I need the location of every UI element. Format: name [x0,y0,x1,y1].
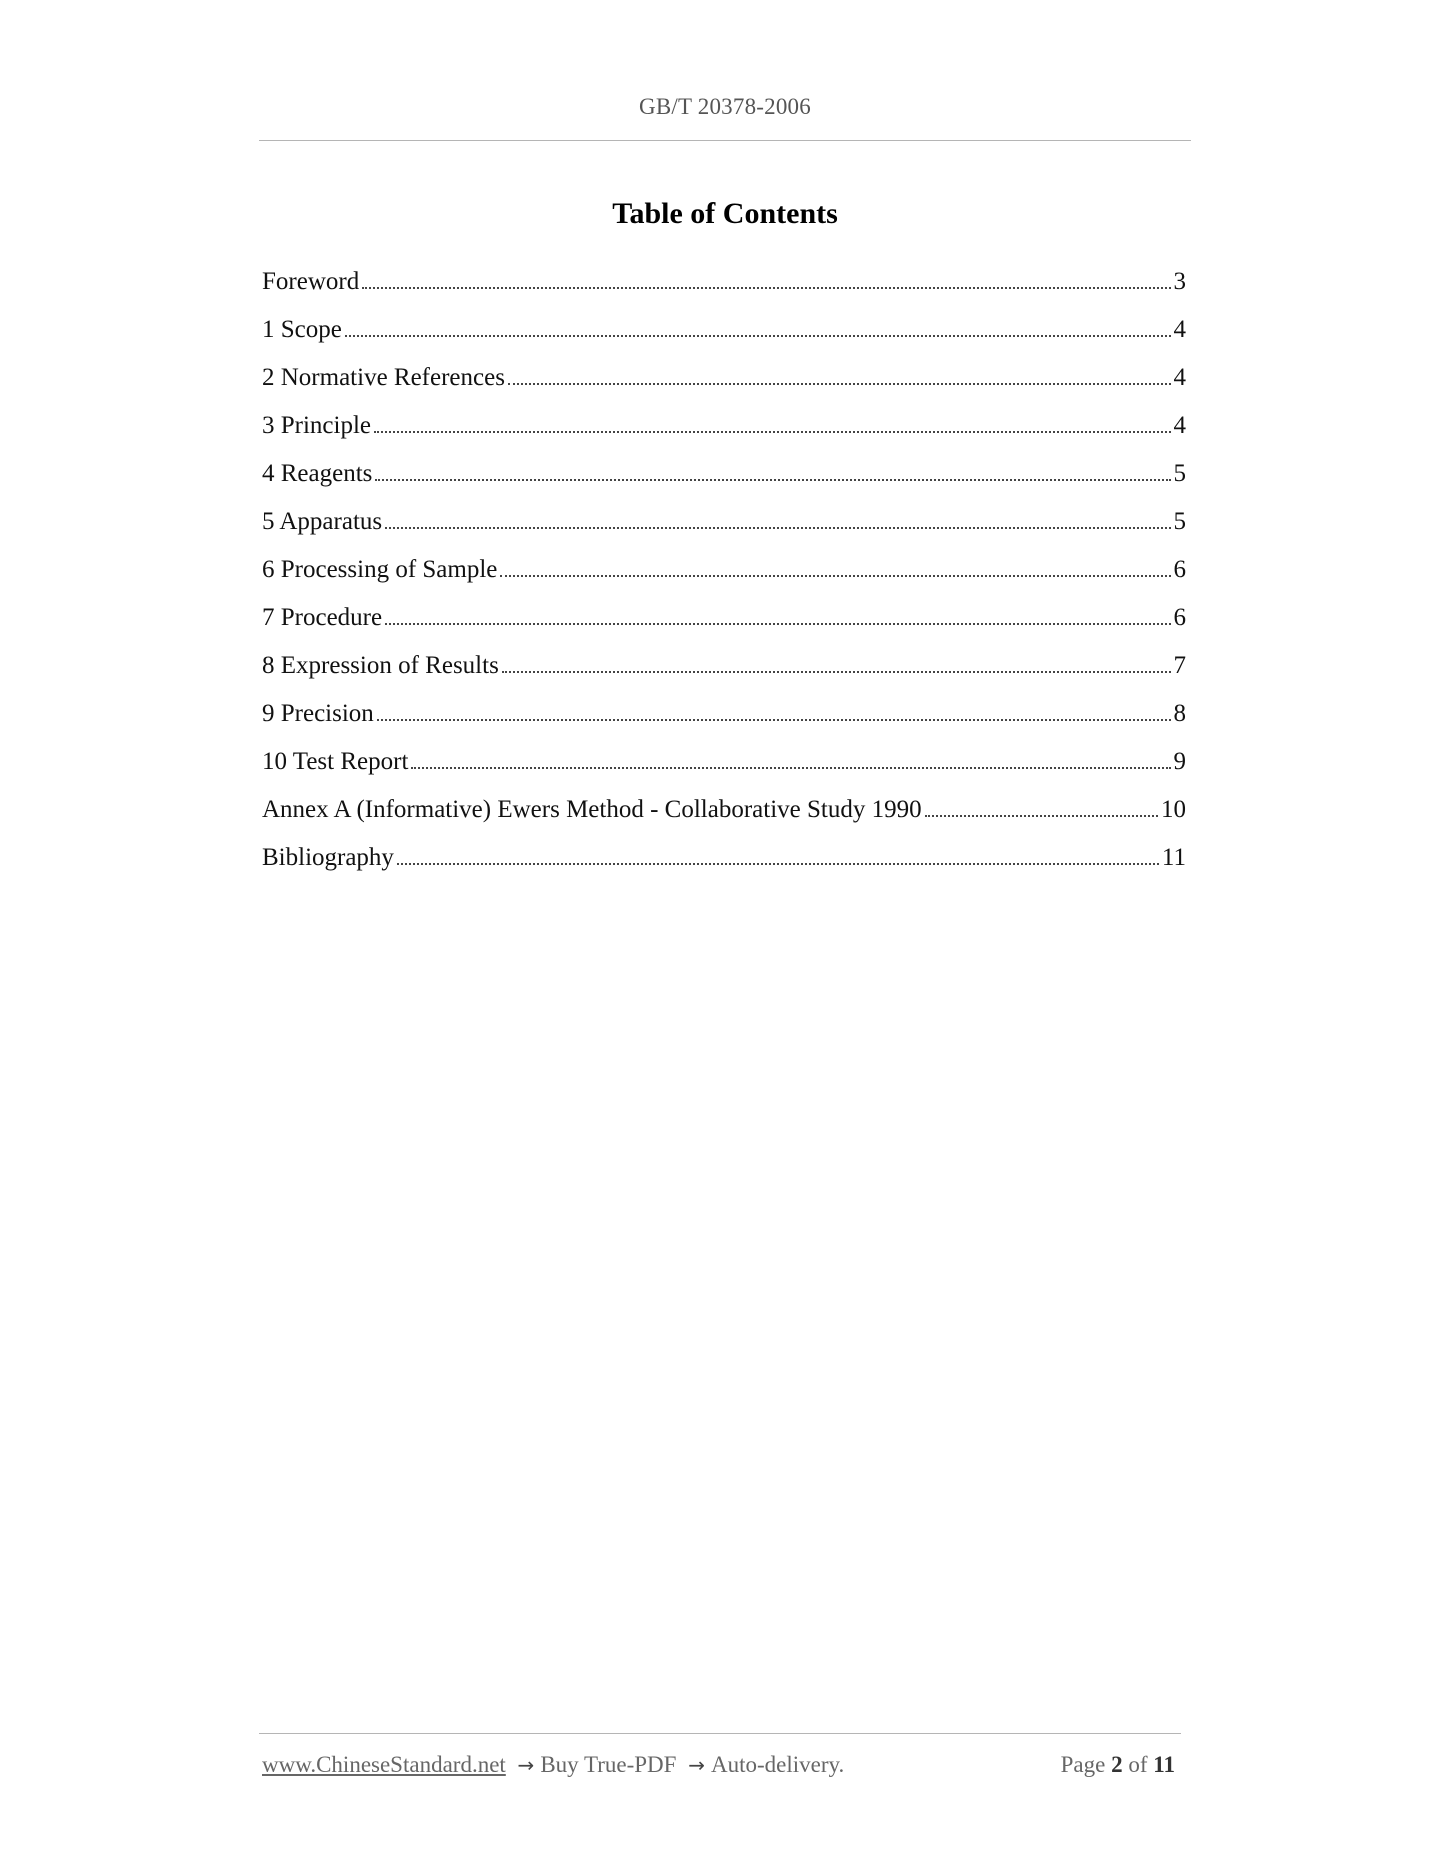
toc-entry-label: 5 Apparatus [262,508,383,535]
toc-entry-label: 10 Test Report [262,748,409,775]
toc-entry-procedure[interactable] [262,601,1186,649]
right-arrow-icon: → [517,1753,535,1777]
toc-dot-leader [385,623,1170,625]
toc-dot-leader [397,863,1159,865]
toc-entry-page: 4 [1173,364,1186,391]
page-label: Page [1060,1752,1106,1777]
document-header: GB/T 20378-2006 [639,94,811,119]
toc-entry-label: 8 Expression of Results [262,652,499,679]
toc-dot-leader [411,767,1170,769]
toc-entry-page: 4 [1173,316,1186,343]
toc-entry-label: Annex A (Informative) Ewers Method - Collaborative Study 1990 [262,796,922,823]
toc-entry-page: 10 [1161,796,1186,823]
toc-entry-page: 11 [1161,844,1186,871]
header-divider [259,140,1191,141]
toc-entry-label: Bibliography [262,844,394,871]
toc-entry-principle[interactable] [262,409,1186,457]
buy-true-pdf-text: Buy True-PDF [540,1752,677,1777]
toc-entry-test-report[interactable] [262,745,1186,793]
toc-entry-annex-a[interactable] [262,793,1186,841]
toc-entry-page: 6 [1173,604,1186,631]
toc-entry-label: 4 Reagents [262,460,373,487]
toc-entry-label: 3 Principle [262,412,372,439]
toc-entry-bibliography[interactable] [262,841,1186,889]
toc-dot-leader [385,527,1170,529]
toc-dot-leader [508,383,1171,385]
toc-entry-page: 4 [1173,412,1186,439]
toc-dot-leader [502,671,1171,673]
toc-entry-label: 1 Scope [262,316,342,343]
toc-dot-leader [375,479,1170,481]
toc-dot-leader [377,719,1171,721]
toc-title: Table of Contents [612,197,838,230]
toc-entry-page: 5 [1173,508,1186,535]
toc-entry-label: 6 Processing of Sample [262,556,498,583]
toc-entry-precision[interactable] [262,697,1186,745]
current-page-number: 2 [1111,1752,1123,1777]
toc-entry-normative-references[interactable] [262,361,1186,409]
toc-entry-label: 9 Precision [262,700,374,727]
toc-entry-apparatus[interactable] [262,505,1186,553]
page-indicator [1061,1752,1175,1778]
toc-entry-scope[interactable] [262,313,1186,361]
toc-dot-leader [500,575,1170,577]
toc-entry-reagents[interactable] [262,457,1186,505]
toc-dot-leader [362,287,1170,289]
toc-entry-page: 3 [1173,268,1186,295]
toc-entry-expression-of-results[interactable] [262,649,1186,697]
toc-dot-leader [345,335,1171,337]
of-label: of [1128,1752,1148,1777]
auto-delivery-text: Auto-delivery. [710,1752,845,1777]
footer-promo [262,1752,844,1778]
toc-entry-label: 7 Procedure [262,604,383,631]
toc-entry-page: 8 [1173,700,1186,727]
toc-entry-page: 7 [1173,652,1186,679]
toc-dot-leader [925,815,1158,817]
toc-entry-label: 2 Normative References [262,364,505,391]
toc-entry-processing-of-sample[interactable] [262,553,1186,601]
toc-dot-leader [374,431,1170,433]
toc-entry-page: 6 [1173,556,1186,583]
right-arrow-icon: → [688,1753,705,1777]
footer-divider [259,1733,1181,1734]
toc-entry-page: 5 [1173,460,1186,487]
toc-list [262,265,1186,889]
toc-entry-page: 9 [1173,748,1186,775]
website-link[interactable]: www.ChineseStandard.net [262,1752,506,1777]
toc-entry-label: Foreword [262,268,360,295]
toc-entry-foreword[interactable] [262,265,1186,313]
total-page-number: 11 [1153,1752,1175,1777]
